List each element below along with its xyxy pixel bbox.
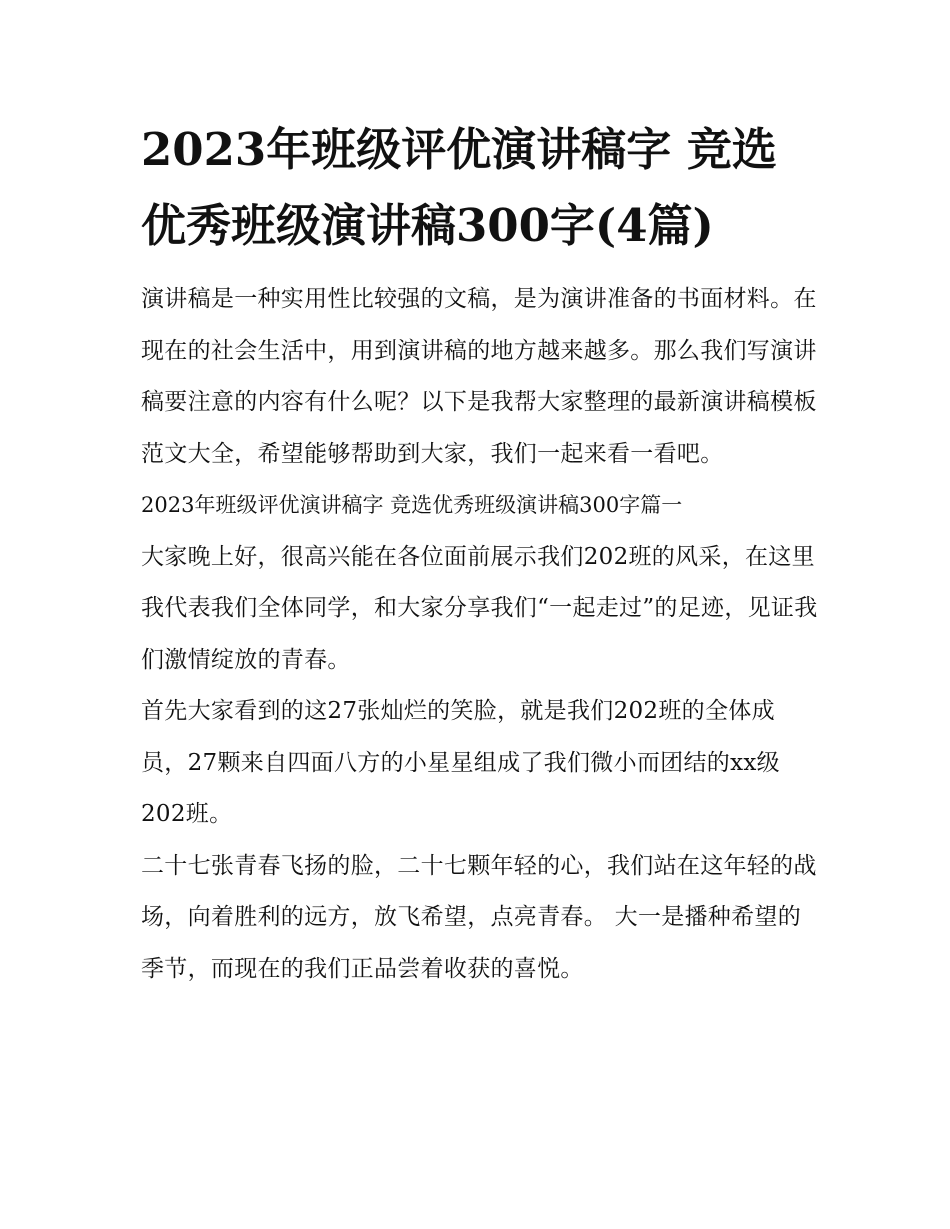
section-heading: 2023年班级评优演讲稿字 竞选优秀班级演讲稿300字篇一 bbox=[141, 493, 683, 517]
body-paragraph: 大家晚上好，很高兴能在各位面前展示我们202班的风采，在这里我代表我们全体同学，和大家分享我们“一起走过”的足迹，见证我们激情绽放的青春。 bbox=[141, 543, 818, 673]
body-paragraph: 首先大家看到的这27张灿烂的笑脸，就是我们202班的全体成员，27颗来自四面八方的小星星组成了我们微小而团结的xx级202班。 bbox=[141, 698, 780, 827]
document-title: 2023年班级评优演讲稿字 竞选优秀班级演讲稿300字(4篇) bbox=[141, 123, 777, 252]
body-paragraph: 二十七张青春飞扬的脸，二十七颗年轻的心，我们站在这年轻的战场，向着胜利的远方，放飞希望，点亮青春。 大一是播种希望的季节，而现在的我们正品尝着收获的喜悦。 bbox=[141, 852, 817, 982]
intro-paragraph: 演讲稿是一种实用性比较强的文稿，是为演讲准备的书面材料。在现在的社会生活中，用到演讲稿的地方越来越多。那么我们写演讲稿要注意的内容有什么呢？以下是我帮大家整理的最新演讲稿模板范文大全，希望能够帮助到大家，我们一起来看一看吧。 bbox=[141, 286, 817, 467]
document-page bbox=[141, 112, 821, 995]
